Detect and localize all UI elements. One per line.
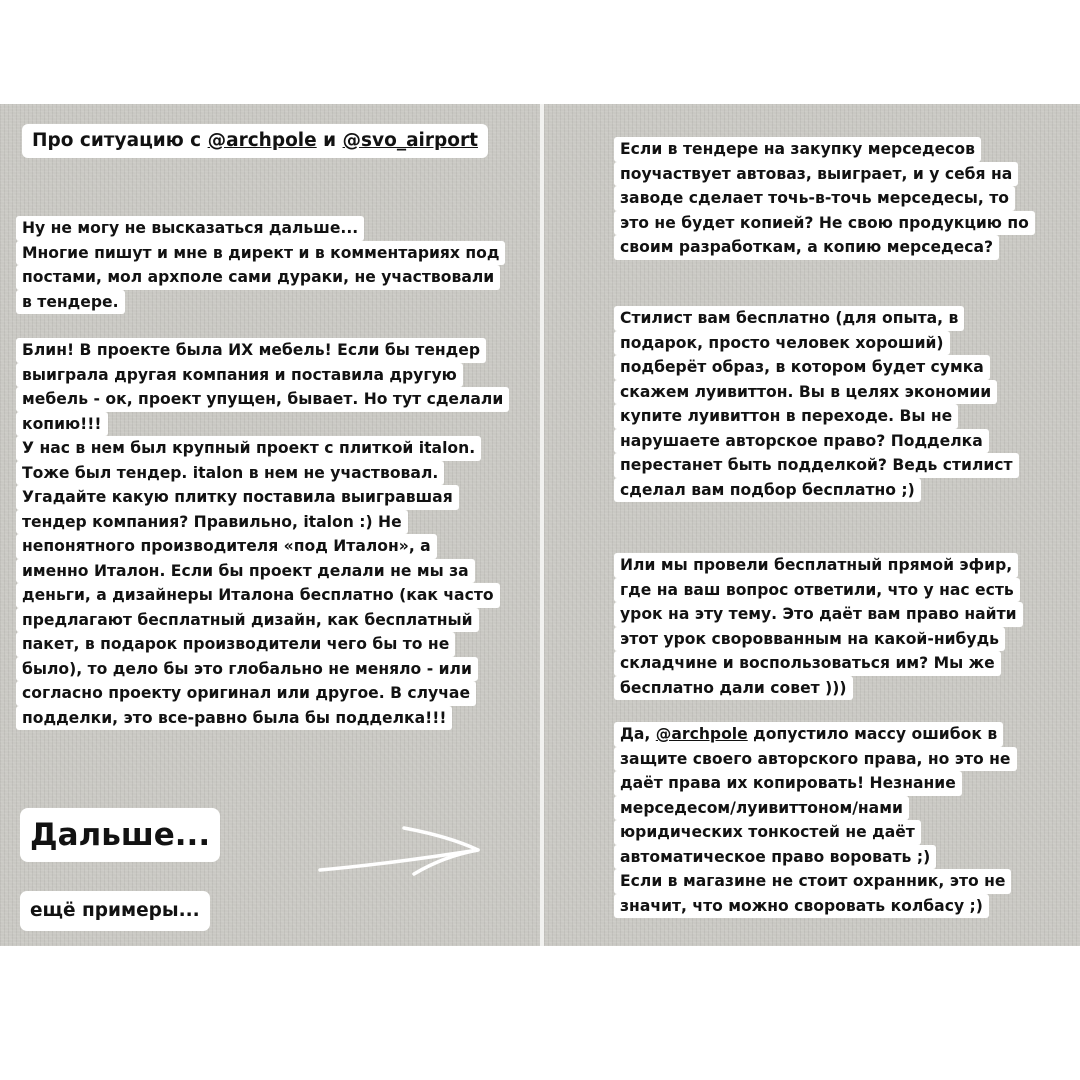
text-line: юридических тонкостей не даёт bbox=[614, 820, 921, 845]
text-line: защите своего авторского права, но это не bbox=[614, 747, 1017, 772]
text-line: нарушаете авторское право? Подделка bbox=[614, 429, 989, 454]
hand-drawn-arrow-icon bbox=[316, 820, 486, 880]
text-line: своим разработкам, а копию мерседеса? bbox=[614, 235, 999, 260]
text-line: это не будет копией? Не свою продукцию по bbox=[614, 211, 1035, 236]
title-middle: и bbox=[316, 130, 343, 151]
left-paragraph-2 bbox=[16, 338, 509, 730]
text-line: согласно проекту оригинал или другое. В случае bbox=[16, 681, 476, 706]
text-line: было), то дело бы это глобально не меняло - или bbox=[16, 657, 478, 682]
text-line: Стилист вам бесплатно (для опыта, в bbox=[614, 306, 964, 331]
text-line: Тоже был тендер. italon в нем не участвовал. bbox=[16, 461, 444, 486]
text-line: складчине и воспользоваться им? Мы же bbox=[614, 651, 1001, 676]
right-paragraph-1 bbox=[614, 137, 1035, 260]
mention-svo-airport[interactable]: @svo_airport bbox=[342, 130, 478, 151]
text-line: У нас в нем был крупный проект с плиткой italon. bbox=[16, 436, 481, 461]
text-line: урок на эту тему. Это даёт вам право найти bbox=[614, 602, 1023, 627]
text-line: Блин! В проекте была ИХ мебель! Если бы тендер bbox=[16, 338, 486, 363]
text-suffix: допустило массу ошибок в bbox=[747, 725, 998, 743]
text-line: автоматическое право воровать ;) bbox=[614, 845, 936, 870]
text-line: подберёт образ, в котором будет сумка bbox=[614, 355, 990, 380]
text-line: именно Италон. Если бы проект делали не мы за bbox=[16, 559, 475, 584]
text-line: Многие пишут и мне в директ и в комментариях под bbox=[16, 241, 505, 266]
text-line: мебель - ок, проект упущен, бывает. Но тут сделали bbox=[16, 387, 509, 412]
text-line: значит, что можно своровать колбасу ;) bbox=[614, 894, 989, 919]
title-prefix: Про ситуацию с bbox=[32, 130, 208, 151]
text-line: Ну не могу не высказаться дальше... bbox=[16, 216, 364, 241]
continue-heading: Дальше... bbox=[20, 808, 220, 862]
right-paragraph-3 bbox=[614, 553, 1023, 700]
left-paragraph-1 bbox=[16, 216, 505, 314]
text-line: купите луивиттон в переходе. Вы не bbox=[614, 404, 958, 429]
left-title-block bbox=[22, 124, 488, 158]
text-line: постами, мол архполе сами дураки, не участвовали bbox=[16, 265, 500, 290]
sub-label-block bbox=[20, 891, 210, 931]
text-line: Угадайте какую плитку поставила выигравшая bbox=[16, 485, 459, 510]
text-line: даёт права их копировать! Незнание bbox=[614, 771, 962, 796]
text-line: выиграла другая компания и поставила другую bbox=[16, 363, 463, 388]
text-line: в тендере. bbox=[16, 290, 125, 315]
story-title bbox=[22, 124, 488, 158]
text-line: копию!!! bbox=[16, 412, 108, 437]
text-line: пакет, в подарок производители чего бы то не bbox=[16, 632, 455, 657]
text-line: бесплатно дали совет ))) bbox=[614, 676, 853, 701]
text-line: тендер компания? Правильно, italon :) Не bbox=[16, 510, 408, 535]
text-line: мерседесом/луивиттоном/нами bbox=[614, 796, 909, 821]
text-line: подарок, просто человек хороший) bbox=[614, 331, 950, 356]
text-line: где на ваш вопрос ответили, что у нас есть bbox=[614, 578, 1020, 603]
mention-archpole[interactable]: @archpole bbox=[655, 725, 748, 743]
right-paragraph-4 bbox=[614, 722, 1017, 918]
text-line: подделки, это все-равно была бы подделка!!! bbox=[16, 706, 452, 731]
right-paragraph-2 bbox=[614, 306, 1019, 502]
text-line: Или мы провели бесплатный прямой эфир, bbox=[614, 553, 1018, 578]
more-examples-label: ещё примеры... bbox=[20, 891, 210, 931]
text-line: заводе сделает точь-в-точь мерседесы, то bbox=[614, 186, 1015, 211]
big-label-block bbox=[20, 808, 220, 862]
text-line: скажем луивиттон. Вы в целях экономии bbox=[614, 380, 997, 405]
text-line: перестанет быть подделкой? Ведь стилист bbox=[614, 453, 1019, 478]
text-line: этот урок своровванным на какой-нибудь bbox=[614, 627, 1005, 652]
text-line: поучаствует автоваз, выиграет, и у себя на bbox=[614, 162, 1018, 187]
mention-archpole[interactable]: @archpole bbox=[207, 130, 317, 151]
text-line: Если в тендере на закупку мерседесов bbox=[614, 137, 981, 162]
text-prefix: Да, bbox=[620, 725, 656, 743]
text-line: сделал вам подбор бесплатно ;) bbox=[614, 478, 921, 503]
text-line: предлагают бесплатный дизайн, как бесплатный bbox=[16, 608, 479, 633]
text-line: деньги, а дизайнеры Италона бесплатно (как часто bbox=[16, 583, 500, 608]
text-line bbox=[614, 722, 1003, 747]
text-line: Если в магазине не стоит охранник, это не bbox=[614, 869, 1011, 894]
text-line: непонятного производителя «под Италон», а bbox=[16, 534, 437, 559]
